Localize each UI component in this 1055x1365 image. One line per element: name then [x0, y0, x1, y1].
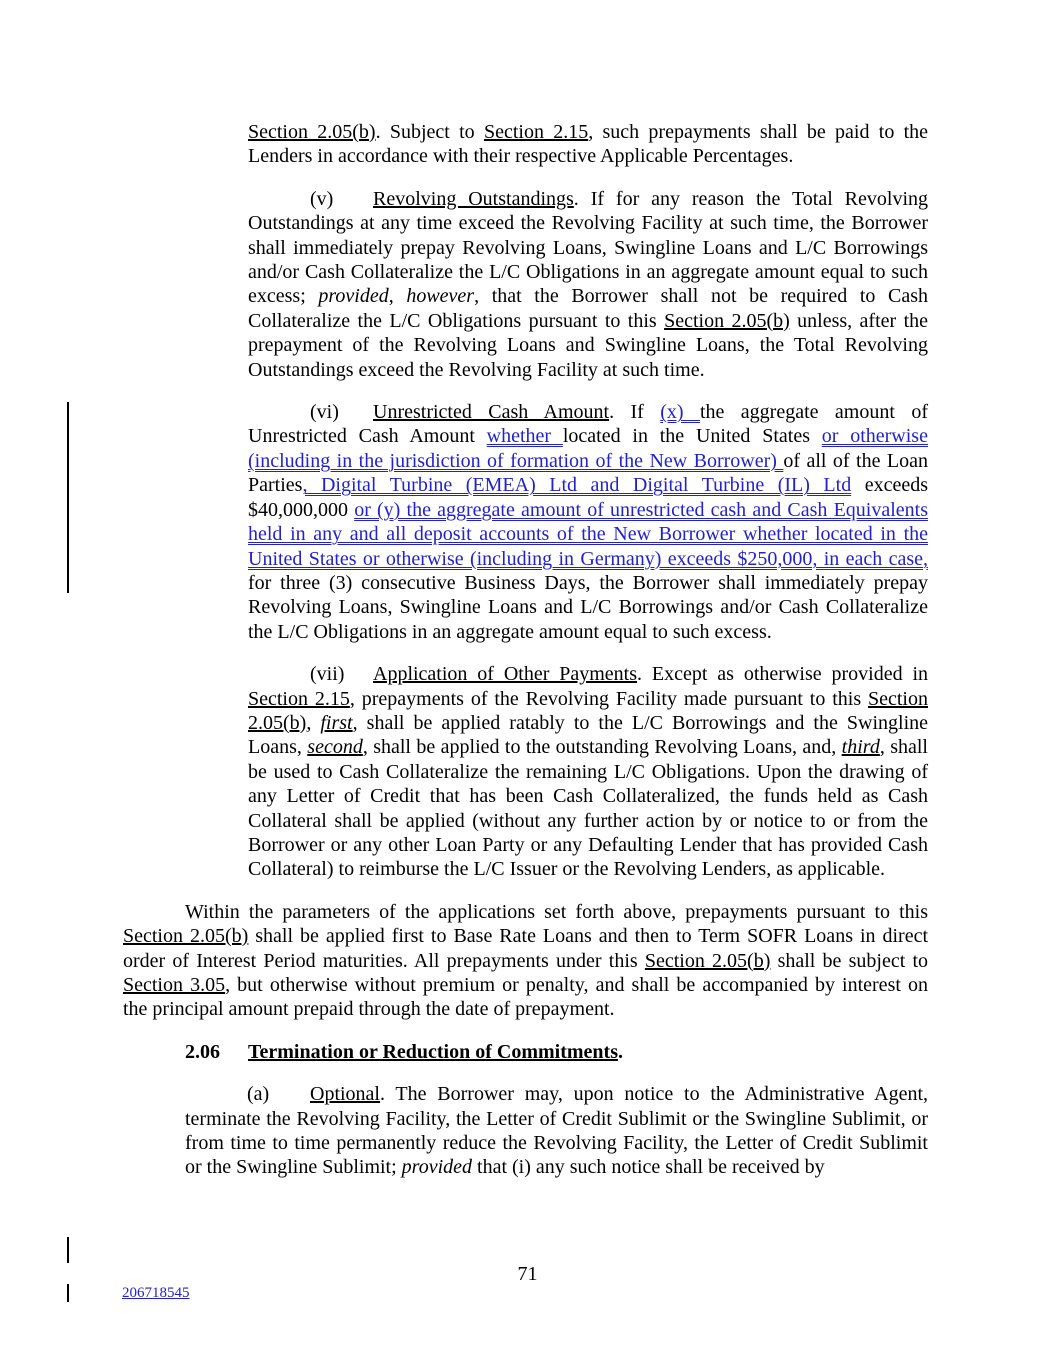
text-segment: Section 2.15	[248, 687, 350, 710]
text-segment: of all of the Loan Parties	[248, 449, 928, 497]
paragraph-vii-application-of-other-payments	[248, 662, 928, 882]
text-segment: , that the Borrower shall not be required to Cash Collateralize the L/C Obligations pursuant to this	[248, 285, 928, 332]
text-segment: Unrestricted Cash Amount	[373, 401, 610, 424]
text-segment: third	[841, 736, 880, 759]
text-segment: Section 2.05(b)	[664, 309, 790, 332]
text-segment: (vi)	[310, 401, 339, 424]
text-segment: shall be applied first to Base Rate Loans and then to Term SOFR Loans in direct order of Interest Period maturities. All prepayments under this	[123, 925, 929, 972]
text-segment: Within the parameters of the applications set forth above, prepayments pursuant to this	[185, 900, 928, 923]
text-segment: Section 2.05(b)	[248, 687, 928, 734]
text-segment: Section 2.05(b)	[248, 121, 376, 143]
text-segment: , shall be applied ratably to the L/C Borrowings and the Swingline Loans,	[248, 711, 929, 759]
document-body	[123, 120, 928, 1198]
text-segment: located in the United States	[562, 425, 822, 448]
text-segment: however	[406, 285, 475, 308]
change-bar-footer-1	[67, 1237, 69, 1263]
text-segment: (a)	[247, 1083, 270, 1106]
text-segment: (vii)	[310, 663, 345, 686]
document-id-link[interactable]: 206718545	[122, 1285, 190, 1301]
text-segment: first	[320, 711, 353, 734]
paragraph-within-parameters	[123, 900, 928, 1022]
text-segment: Section 3.05	[123, 974, 226, 996]
text-segment: Section 2.05(b)	[123, 925, 249, 948]
text-segment: (v)	[310, 187, 334, 210]
text-segment: Application of Other Payments	[373, 663, 638, 686]
text-segment: 2.06	[185, 1040, 220, 1063]
text-segment: that (i) any such notice shall be received by	[472, 1156, 825, 1179]
heading-section-2-06	[185, 1040, 928, 1064]
text-segment: shall be subject to	[770, 949, 929, 972]
text-segment: .	[617, 1040, 623, 1063]
change-bar-clause-vi	[67, 402, 69, 593]
text-segment: provided	[401, 1156, 473, 1179]
text-segment: . Except as otherwise provided in	[637, 663, 928, 686]
text-segment: second	[307, 736, 363, 759]
text-segment: the aggregate amount of Unrestricted Cash Amount	[248, 401, 928, 448]
text-segment: provided	[318, 285, 389, 308]
text-segment: . The Borrower may, upon notice to the Administrative Agent, terminate the Revolving Facility, the Letter of Credit Sublimit or the Swingline Sublimit, or from time to time permanently reduce the Revolving Facility, the Letter of Credit Sublimit or the Swingline Sublimit;	[185, 1083, 928, 1179]
text-segment: for three (3) consecutive Business Days, the Borrower shall immediately prepay Revolving Loans, Swingline Loans and L/C Borrowings and/or Cash Collateralize the L/C Obligations in an aggregate amount equal to such excess.	[248, 571, 928, 643]
text-segment: , shall be used to Cash Collateralize the remaining L/C Obligations. Upon the drawing of any Letter of Credit that has been Cash Collateralized, the funds held as Cash Collateral shall be applied (without any further action by or notice to or from the Borrower or any other Loan Party or any Defaulting Lender that has provided Cash Collateral) to reimburse the L/C Issuer or the Revolving Lenders, as applicable.	[248, 736, 928, 881]
text-segment: . If	[609, 401, 661, 424]
text-segment: , prepayments of the Revolving Facility made pursuant to this	[349, 687, 868, 710]
text-segment: . Subject to	[375, 121, 484, 143]
inserted-text: (x)	[660, 401, 700, 424]
paragraph-vi-unrestricted-cash-amount	[248, 400, 928, 644]
text-segment: , such prepayments shall be paid to the Lenders in accordance with their respective Applicable Percentages.	[248, 121, 929, 168]
text-segment: Section 2.15	[483, 121, 589, 143]
paragraph-section-205b-continuation	[248, 120, 928, 169]
text-segment: , shall be applied to the outstanding Revolving Loans, and,	[362, 736, 842, 759]
inserted-text: or (y) the aggregate amount of unrestricted cash and Cash Equivalents held in any and all deposit accounts of the New Borrower whether located in the United States or otherwise (including in Germany) exceeds $250,000, in each case,	[248, 498, 929, 570]
paragraph-a-optional	[185, 1082, 928, 1180]
inserted-text: , Digital Turbine (EMEA) Ltd and Digital Turbine (IL) Ltd	[302, 474, 852, 497]
text-segment: Revolving Outstandings	[373, 187, 574, 210]
text-segment: ,	[388, 285, 407, 308]
text-segment: . If for any reason the Total Revolving Outstandings at any time exceed the Revolving Facility at such time, the Borrower shall immediately prepay Revolving Loans, Swingline Loans and L/C Borrowings and/or Cash Collateralize the L/C Obligations in an aggregate amount equal to such excess;	[248, 187, 928, 308]
text-segment: exceeds $40,000,000	[248, 474, 929, 521]
change-bar-footer-2	[67, 1284, 69, 1302]
page-number: 71	[517, 1263, 538, 1285]
text-segment: , but otherwise without premium or penalty, and shall be accompanied by interest on the principal amount prepaid through the date of prepayment.	[123, 974, 928, 1021]
text-segment: unless, after the prepayment of the Revolving Loans and Swingline Loans, the Total Revolving Outstandings exceed the Revolving Facility at such time.	[248, 309, 929, 381]
text-segment: Section 2.05(b)	[644, 949, 771, 972]
inserted-text: whether	[486, 425, 563, 448]
text-segment: Optional	[310, 1083, 380, 1106]
inserted-text: or otherwise (including in the jurisdiction of formation of the New Borrower)	[248, 425, 928, 472]
paragraph-v-revolving-outstandings	[248, 187, 928, 382]
text-segment: ,	[306, 711, 321, 734]
text-segment: Termination or Reduction of Commitments	[248, 1040, 618, 1063]
